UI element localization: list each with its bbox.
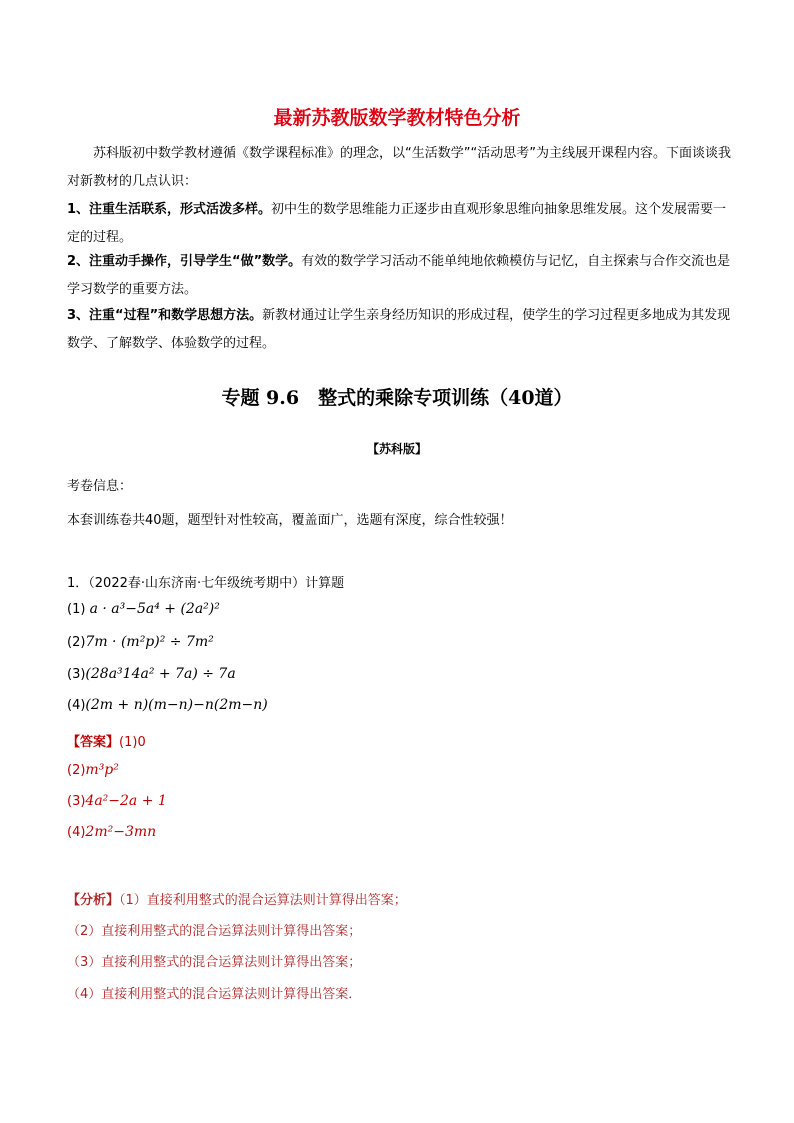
answer-line-1: 【答案】(1)0: [67, 735, 146, 750]
intro-paragraph-1: [67, 140, 731, 196]
analysis-line-1: 【分析】（1）直接利用整式的混合运算法则计算得出答案；: [67, 893, 407, 908]
intro-text-2: 初中生的数学思维能力正逐步由直观形象思维向抽象思维发展。这个发展需要一定的过程。: [67, 202, 727, 245]
answer-line-3: (3)4a²−2a + 1: [67, 793, 167, 809]
intro-head-3: 2、注重动手操作，引导学生“做”数学。: [67, 254, 302, 269]
answer-line-4: (4)2m²−3mn: [67, 824, 157, 840]
answer-value-3: 4a²−2a + 1: [85, 793, 167, 809]
answer-value-1: 0: [137, 735, 146, 750]
question-stem: 1．（2022春·山东济南·七年级统考期中）计算题: [67, 576, 345, 591]
main-title: 最新苏教版数学教材特色分析: [273, 107, 521, 129]
question-expr-2: 7m · (m²p)² ÷ 7m²: [85, 634, 214, 650]
answer-value-4: 2m²−3mn: [85, 824, 157, 840]
intro-paragraph-2: [67, 196, 731, 252]
analysis-label: 【分析】: [67, 893, 120, 908]
intro-text-4: 新教材通过让学生亲身经历知识的形成过程，使学生的学习过程更多地成为其发现数学、了解数学、体验数学的过程。: [67, 308, 731, 351]
analysis-line-4: （4）直接利用整式的混合运算法则计算得出答案．: [67, 987, 362, 1002]
answer-line-2: (2)m³p²: [67, 762, 119, 778]
analysis-line-2: （2）直接利用整式的混合运算法则计算得出答案；: [67, 924, 362, 939]
topic-title: 专题 9.6 整式的乘除专项训练（40道）: [221, 387, 573, 409]
intro-head-2: 1、注重生活联系，形式活泼多样。: [67, 202, 272, 217]
question-expr-4: (2m + n)(m−n)−n(2m−n): [85, 697, 268, 713]
answer-label: 【答案】: [67, 735, 120, 750]
question-part-4: (4)(2m + n)(m−n)−n(2m−n): [67, 697, 268, 713]
edition-label: 【苏科版】: [366, 442, 427, 456]
question-part-3: (3)(28a³14a² + 7a) ÷ 7a: [67, 666, 236, 682]
exam-info-text: 本套训练卷共40题，题型针对性较高，覆盖面广，选题有深度，综合性较强！: [67, 513, 513, 528]
question-expr-3: (28a³14a² + 7a) ÷ 7a: [85, 666, 236, 682]
question-expr-1: a · a³−5a⁴ + (2a²)²: [89, 601, 220, 617]
question-part-2: (2)7m · (m²p)² ÷ 7m²: [67, 634, 214, 650]
intro-paragraph-4: [67, 302, 731, 358]
answer-value-2: m³p²: [85, 762, 119, 778]
intro-text-3: 有效的数学学习活动不能单纯地依赖模仿与记忆，自主探索与合作交流也是学习数学的重要方法。: [67, 254, 731, 297]
analysis-line-3: （3）直接利用整式的混合运算法则计算得出答案；: [67, 955, 362, 970]
intro-head-4: 3、注重“过程”和数学思想方法。: [67, 308, 263, 323]
question-part-1: (1) a · a³−5a⁴ + (2a²)²: [67, 601, 220, 617]
intro-paragraph-3: [67, 248, 731, 304]
intro-text-1: 苏科版初中数学教材遵循《数学课程标准》的理念，以“生活数学”“活动思考”为主线展开课程内容。下面谈谈我对新教材的几点认识：: [67, 146, 731, 189]
exam-info-label: 考卷信息：: [67, 479, 133, 494]
